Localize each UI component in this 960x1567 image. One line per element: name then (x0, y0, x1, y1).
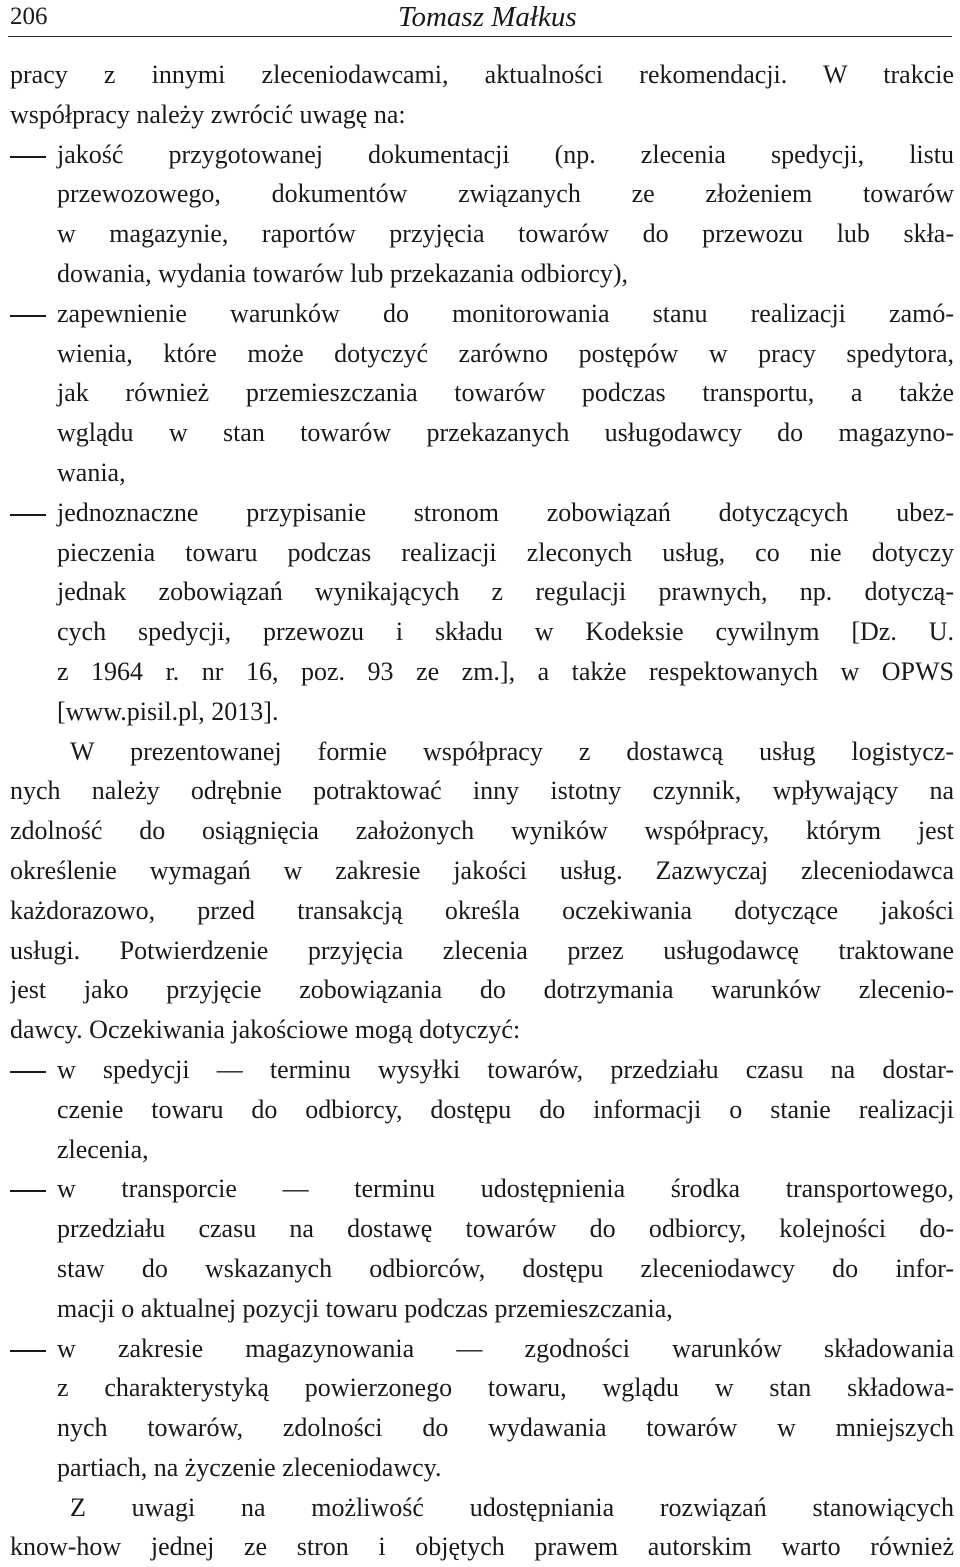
list-item-line: cych spedycji, przewozu i składu w Kodeksie cywilnym [Dz. U. (57, 617, 954, 647)
list-item-text: jednoznaczne przypisanie stronom zobowiązań dotyczących ubez- (57, 497, 954, 527)
list-item-text: zapewnienie warunków do monitorowania stanu realizacji zamó- (57, 298, 954, 328)
paragraph-line: usługi. Potwierdzenie przyjęcia zlecenia przez usługodawcę traktowane (10, 935, 954, 965)
list-item-line: z charakterystyką powierzonego towaru, wglądu w stan składowa- (57, 1373, 954, 1403)
paragraph-line: nych należy odrębnie potraktować inny istotny czynnik, wpływający na (10, 776, 954, 806)
paragraph-line: zdolność do osiągnięcia założonych wyników współpracy, którym jest (10, 816, 954, 846)
running-head-author: Tomasz Małkus (398, 1, 577, 33)
list-item-first-line (10, 135, 954, 175)
list-item-line: wania, (57, 457, 126, 487)
list-item-line: w magazynie, raportów przyjęcia towarów do przewozu lub skła- (57, 219, 954, 249)
list-item-text: jakość przygotowanej dokumentacji (np. zlecenia spedycji, listu (57, 139, 954, 169)
paragraph-line: know-how jednej ze stron i objętych prawem autorskim warto również (10, 1532, 954, 1562)
list-item-first-line (10, 493, 954, 533)
list-item-line: wienia, które może dotyczyć zarówno postępów w pracy spedytora, (57, 338, 954, 368)
list-item-text: w spedycji — terminu wysyłki towarów, przedziału czasu na dostar- (57, 1054, 954, 1084)
list-item-line: pieczenia towaru podczas realizacji zleconych usług, co nie dotyczy (57, 537, 954, 567)
list-item-text: w transporcie — terminu udostępnienia środka transportowego, (57, 1174, 954, 1204)
list-item-line: partiach, na życzenie zleceniodawcy. (57, 1452, 442, 1482)
list-item-line: nych towarów, zdolności do wydawania towarów w mniejszych (57, 1413, 954, 1443)
paragraph-line: W prezentowanej formie współpracy z dostawcą usług logistycz- (70, 736, 954, 766)
paragraph-line: jest jako przyjęcie zobowiązania do dotrzymania warunków zlecenio- (10, 975, 954, 1005)
paragraph-line: określenie wymagań w zakresie jakości usług. Zazwyczaj zleceniodawca (10, 855, 954, 885)
list-item-first-line (10, 1169, 954, 1209)
text-line: pracy z innymi zleceniodawcami, aktualności rekomendacji. W trakcie (10, 60, 954, 89)
list-item-line: jak również przemieszczania towarów podczas transportu, a także (57, 378, 954, 408)
list-item-line: macji o aktualnej pozycji towaru podczas przemieszczania, (57, 1293, 673, 1323)
list-item-line: [www.pisil.pl, 2013]. (57, 696, 279, 726)
paragraph-line: każdorazowo, przed transakcją określa oczekiwania dotyczące jakości (10, 895, 954, 925)
list-item-line: staw do wskazanych odbiorców, dostępu zleceniodawcy do infor- (57, 1253, 954, 1283)
list-item-first-line (10, 294, 954, 334)
list-item-line: czenie towaru do odbiorcy, dostępu do informacji o stanie realizacji (57, 1094, 954, 1124)
list-item-line: przewozowego, dokumentów związanych ze złożeniem towarów (57, 179, 954, 209)
running-header (8, 0, 952, 37)
page-number: 206 (10, 3, 48, 30)
list-item-text: w zakresie magazynowania — zgodności warunków składowania (57, 1333, 954, 1363)
list-item-first-line (10, 1050, 954, 1090)
list-item-line: przedziału czasu na dostawę towarów do odbiorcy, kolejności do- (57, 1214, 954, 1244)
body-text (10, 55, 954, 1567)
list-item-line: zlecenia, (57, 1134, 149, 1164)
list-item-first-line (10, 1329, 954, 1369)
paragraph-line: dawcy. Oczekiwania jakościowe mogą dotyczyć: (10, 1015, 521, 1045)
paragraph-line: Z uwagi na możliwość udostępniania rozwiązań stanowiących (70, 1492, 954, 1522)
list-item-line: wglądu w stan towarów przekazanych usługodawcy do magazyno- (57, 418, 954, 448)
list-item-line: jednak zobowiązań wynikających z regulacji prawnych, np. dotyczą- (57, 577, 954, 607)
list-item-line: dowania, wydania towarów lub przekazania odbiorcy), (57, 258, 629, 288)
list-item-line: z 1964 r. nr 16, poz. 93 ze zm.], a także respektowanych w OPWS (57, 656, 954, 686)
text-line: współpracy należy zwrócić uwagę na: (10, 99, 406, 129)
